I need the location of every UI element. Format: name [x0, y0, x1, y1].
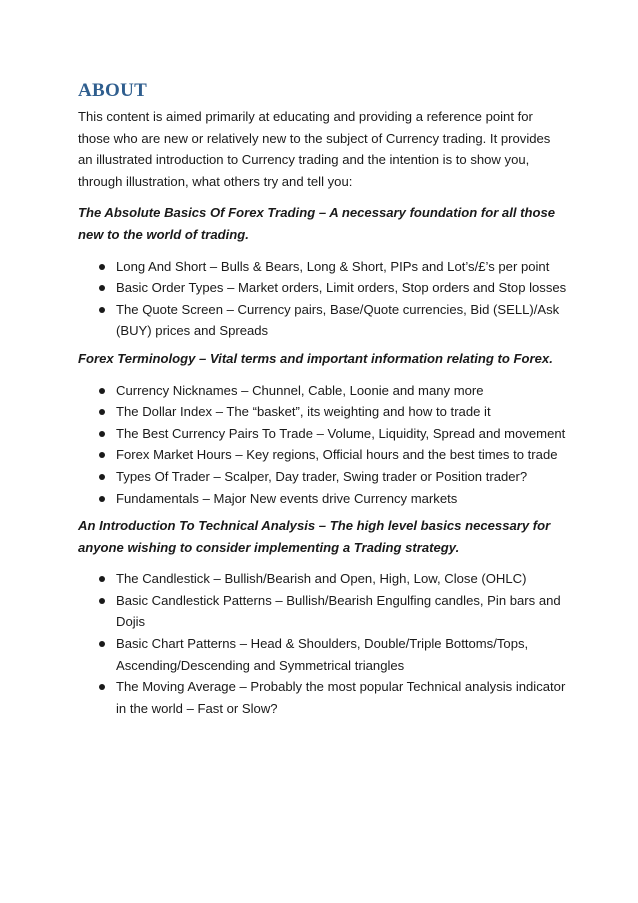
bullet-icon — [99, 431, 105, 437]
page-heading: ABOUT — [78, 80, 148, 101]
list-item — [78, 277, 568, 299]
bullet-icon — [99, 452, 105, 458]
list-item — [78, 466, 568, 488]
bullet-list — [78, 568, 568, 719]
list-item-text: Forex Market Hours – Key regions, Official hours and the best times to trade — [116, 447, 558, 463]
list-item — [78, 633, 568, 676]
bullet-icon — [99, 409, 105, 415]
bullet-icon — [99, 576, 105, 582]
list-item — [78, 444, 568, 466]
bullet-list — [78, 380, 568, 510]
bullet-icon — [99, 307, 105, 313]
list-item — [78, 590, 568, 633]
bullet-icon — [99, 496, 105, 502]
list-item — [78, 568, 568, 590]
list-item — [78, 488, 568, 510]
section-technical-analysis — [78, 515, 568, 719]
bullet-icon — [99, 684, 105, 690]
bullet-icon — [99, 474, 105, 480]
section-title: The Absolute Basics Of Forex Trading – A necessary foundation for all those new to the world of trading. — [78, 205, 556, 242]
list-item-text: The Dollar Index – The “basket”, its weighting and how to trade it — [116, 404, 491, 420]
bullet-icon — [99, 264, 105, 270]
list-item — [78, 423, 568, 445]
list-item-text: Basic Candlestick Patterns – Bullish/Bearish Engulfing candles, Pin bars and Dojis — [116, 592, 561, 630]
bullet-icon — [99, 598, 105, 604]
list-item — [78, 380, 568, 402]
list-item-text: The Candlestick – Bullish/Bearish and Open, High, Low, Close (OHLC) — [116, 571, 527, 587]
list-item-text: The Moving Average – Probably the most popular Technical analysis indicator in the world – Fast or Slow? — [116, 679, 566, 716]
section-title: Forex Terminology – Vital terms and important information relating to Forex. — [78, 350, 553, 366]
section-terminology — [78, 348, 568, 509]
bullet-icon — [99, 641, 105, 647]
section-basics — [78, 202, 568, 342]
list-item-text: The Quote Screen – Currency pairs, Base/Quote currencies, Bid (SELL)/Ask (BUY) prices and Spreads — [116, 301, 560, 339]
list-item-text: Types Of Trader – Scalper, Day trader, Swing trader or Position trader? — [116, 468, 528, 484]
list-item-text: Long And Short – Bulls & Bears, Long & Short, PIPs and Lot’s/£’s per point — [116, 258, 550, 274]
list-item-text: Fundamentals – Major New events drive Currency markets — [116, 490, 458, 506]
list-item — [78, 299, 568, 342]
list-item-text: Basic Order Types – Market orders, Limit orders, Stop orders and Stop losses — [116, 280, 567, 296]
list-item — [78, 401, 568, 423]
list-item — [78, 256, 568, 278]
section-title: An Introduction To Technical Analysis – The high level basics necessary for anyone wishing to consider implementing a Trading strategy. — [78, 518, 551, 555]
bullet-list — [78, 256, 568, 342]
intro-paragraph: This content is aimed primarily at educating and providing a reference point for those who are new or relatively new to the subject of Currency trading. It provides an illustrated introduction to Currency trading and the intention is to show you, through illustration, what others try and tell you: — [78, 109, 551, 189]
bullet-icon — [99, 388, 105, 394]
list-item-text: Basic Chart Patterns – Head & Shoulders, Double/Triple Bottoms/Tops, Ascending/Descending and Symmetrical triangles — [116, 636, 529, 673]
list-item — [78, 676, 568, 719]
list-item-text: Currency Nicknames – Chunnel, Cable, Loonie and many more — [116, 382, 484, 398]
bullet-icon — [99, 285, 105, 291]
document-page — [78, 80, 568, 725]
list-item-text: The Best Currency Pairs To Trade – Volume, Liquidity, Spread and movement — [116, 425, 566, 441]
